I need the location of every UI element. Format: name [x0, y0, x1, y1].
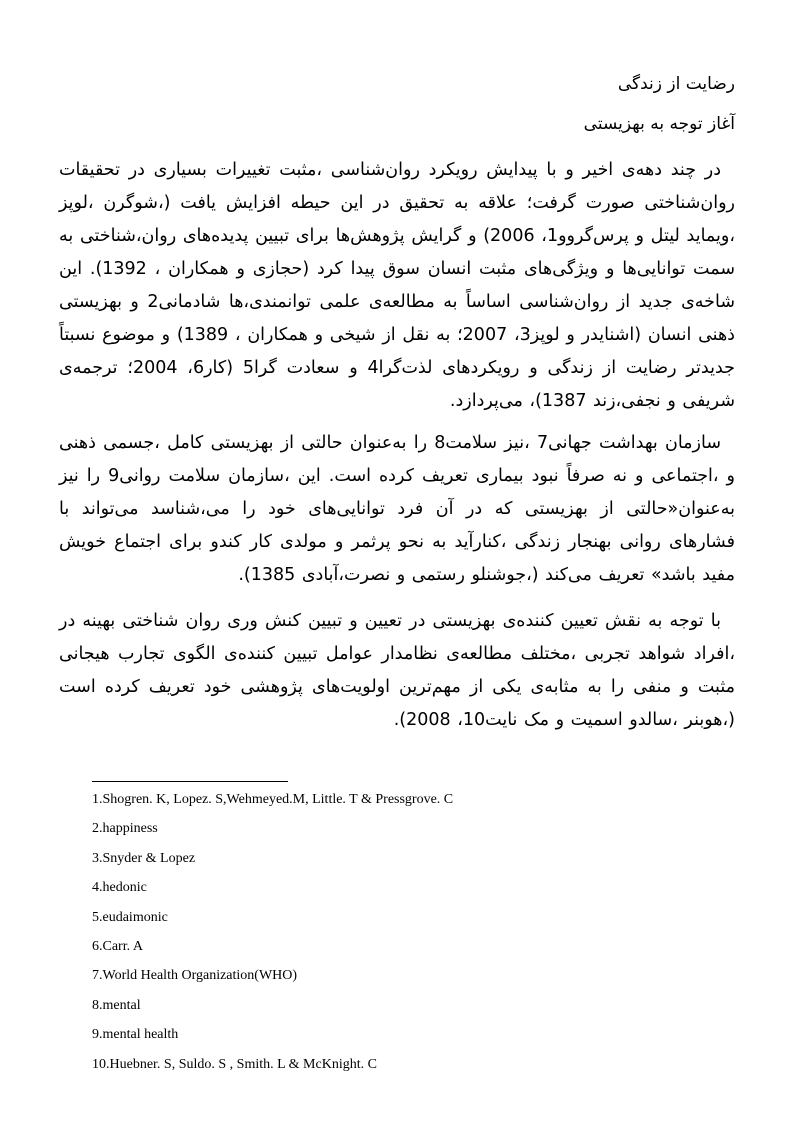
footnote-3: 3.Snyder & Lopez: [92, 850, 196, 866]
footnote-9: 9.mental health: [92, 1027, 179, 1043]
page-title: رضایت از زندگی: [617, 74, 735, 94]
section-heading: آغاز توجه به بهزیستی: [583, 114, 735, 134]
footnote-2: 2.happiness: [92, 821, 158, 837]
footnote-6: 6.Carr. A: [92, 939, 143, 955]
footnote-7: 7.World Health Organization(WHO): [92, 968, 298, 984]
footnote-separator-rule: [92, 781, 288, 782]
footnote-8: 8.mental: [92, 997, 141, 1013]
footnote-5: 5.eudaimonic: [92, 909, 168, 925]
body-paragraph-2: سازمان بهداشت جهانی7 ،نیز سلامت8 را به‌عنوان حالتی از بهزیستی کامل ،جسمی ذهنی و ،اجتماعی و نه صرفاً نبود بیماری تعریف کرده است. این ،سازمان سلامت روانی9 را نیز به‌عنوان«حالتی از بهزیستی که در آن فرد توانایی‌های خود را می،شناسد می‌تواند با فشارهای روانی بهنجار زندگی ،کنارآید به نحو پرثمر و مولدی کار کندو برای اجتماع خویش مفید باشد» تعریف می‌کند (،جوشنلو رستمی و نصرت،آبادی 1385).: [59, 433, 735, 585]
footnote-4: 4.hedonic: [92, 880, 147, 896]
footnotes-section: [59, 781, 735, 1079]
body-paragraph-1: در چند دهه‌ی اخیر و با پیدایش رویکرد روان‌شناسی ،مثبت تغییرات بسیاری در تحقیقات روان‌شناختی صورت گرفت؛ علاقه به تحقیق در این حیطه افزایش یافت (،شوگرن ،لوپز ،ویماید لیتل و پرس‌گروو1، 2006) و گرایش پژوهش‌ها برای تبیین پدیده‌های روان،شناختی به سمت توانایی‌ها و ویژگی‌های مثبت انسان سوق پیدا کرد (حجازی و همکاران ، 1392). این شاخه‌ی جدید از روان‌شناسی اساساً به مطالعه‌ی علمی توانمندی،ها شادمانی2 و بهزیستی ذهنی انسان (اشنایدر و لوپز3، 2007؛ به نقل از شیخی و همکاران ، 1389) و موضوع نسبتاً جدیدتر رضایت از زندگی و رویکردهای لذت‌گرا4 و سعادت گرا5 (کار6، 2004؛ ترجمه‌ی شریفی و نجفی،زند 1387)، می‌پردازد.: [59, 160, 736, 411]
footnote-1: 1.Shogren. K, Lopez. S,Wehmeyed.M, Little. T & Pressgrove. C: [92, 792, 454, 807]
footnote-10: 10.Huebner. S, Suldo. S , Smith. L & McKnight. C: [92, 1056, 377, 1072]
body-paragraph-3: با توجه به نقش تعیین کننده‌ی بهزیستی در تعیین و تبیین کنش وری روان شناختی بهینه در ،افراد شواهد تجربی ،مختلف مطالعه‌ی نظامدار عوامل تبیین کننده‌ی الگوی تجارب هیجانی مثبت و منفی را به مثابه‌ی یکی از مهم‌ترین اولویت‌های پژوهشی خود تعریف کرده است (،هوبنر ،سالدو اسمیت و مک نایت10، 2008).: [59, 611, 735, 730]
